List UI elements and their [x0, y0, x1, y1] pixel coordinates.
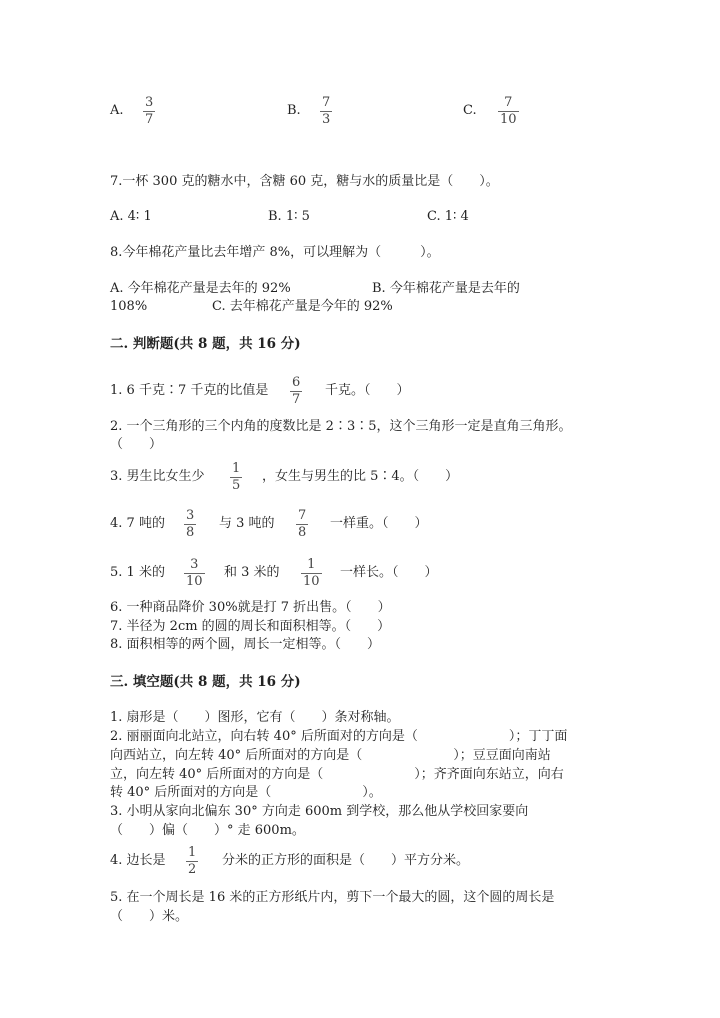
fill-1: 1. 扇形是（ ）图形，它有（ ）条对称轴。: [110, 710, 400, 725]
question-7-option-b: B. 1∶ 5: [268, 209, 310, 224]
numerator: 1: [188, 845, 197, 860]
numerator: 7: [504, 95, 513, 110]
fill-2-line-4: 转 40° 后所面对的方向是（ ）。: [110, 785, 382, 800]
judge-1-fraction: [290, 376, 302, 407]
numerator: 7: [322, 95, 331, 110]
judge-2-line-1: 2. 一个三角形的三个内角的度数比是 2∶3∶5，这个三角形一定是直角三角形。: [110, 419, 572, 434]
denominator: 8: [298, 525, 307, 540]
judge-4-mid: 与 3 吨的: [219, 516, 275, 531]
fill-5-line-1: 5. 在一个周长是 16 米的正方形纸片内，剪下一个最大的圆，这个圆的周长是: [110, 890, 555, 905]
option-c-fraction: [498, 96, 519, 127]
numerator: 6: [292, 375, 301, 390]
fill-3-line-1: 3. 小明从家向北偏东 30° 方向走 600m 到学校，那么他从学校回家要向: [110, 804, 529, 819]
question-8-option-a: A. 今年棉花产量是去年的 92%: [110, 281, 291, 296]
fill-4-pre: 4. 边长是: [110, 853, 166, 868]
question-8-stem: 8.今年棉花产量比去年增产 8%，可以理解为（ ）。: [110, 245, 440, 260]
judge-3-fraction: [230, 462, 242, 493]
judge-5-mid: 和 3 米的: [224, 565, 280, 580]
denominator: 7: [145, 112, 154, 127]
judge-3-post: ，女生与男生的比 5∶4。（ ）: [262, 469, 459, 484]
option-c-label: C.: [463, 103, 477, 118]
fill-2-line-2: 向西站立，向左转 40° 后所面对的方向是（ ）；豆豆面向南站: [110, 748, 551, 763]
fill-4-fraction: [186, 846, 198, 877]
judge-5-pre: 5. 1 米的: [110, 565, 165, 580]
judge-8: 8. 面积相等的两个圆，周长一定相等。（ ）: [110, 637, 381, 652]
denominator: 3: [322, 112, 331, 127]
denominator: 7: [292, 392, 301, 407]
fill-3-line-2: （ ）偏（ ）° 走 600m。: [110, 823, 305, 838]
numerator: 3: [145, 95, 154, 110]
judge-4-fraction-1: [184, 509, 196, 540]
judge-5-fraction-1: [184, 558, 205, 589]
judge-4-post: 一样重。（ ）: [330, 516, 428, 531]
denominator: 10: [500, 112, 517, 127]
option-a-fraction: [143, 96, 155, 127]
denominator: 5: [232, 478, 241, 493]
judge-5-fraction-2: [301, 558, 322, 589]
fill-5-line-2: （ ）米。: [110, 909, 189, 924]
judge-7: 7. 半径为 2cm 的圆的周长和面积相等。（ ）: [110, 619, 391, 634]
option-b-label: B.: [287, 103, 301, 118]
question-7-option-c: C. 1∶ 4: [427, 209, 469, 224]
fill-2-line-1: 2. 丽丽面向北站立，向右转 40° 后所面对的方向是（ ）；丁丁面: [110, 729, 568, 744]
judge-5-post: 一样长。（ ）: [340, 565, 438, 580]
numerator: 1: [307, 557, 316, 572]
fill-2-line-3: 立，向左转 40° 后所面对的方向是（ ）；齐齐面向东站立，向右: [110, 767, 564, 782]
question-8-option-b: B. 今年棉花产量是去年的: [372, 281, 520, 296]
section-2-title: 二. 判断题(共 8 题，共 16 分): [110, 336, 301, 352]
question-7-stem: 7.一杯 300 克的糖水中，含糖 60 克，糖与水的质量比是（ ）。: [110, 174, 499, 189]
question-8-option-b-continued: 108%: [110, 299, 148, 314]
fill-4-post: 分米的正方形的面积是（ ）平方分米。: [222, 853, 470, 868]
question-7-option-a: A. 4∶ 1: [110, 209, 152, 224]
option-b-fraction: [320, 96, 332, 127]
judge-1-post: 千克。（ ）: [325, 383, 410, 398]
judge-2-line-2: （ ）: [110, 437, 163, 452]
numerator: 1: [232, 461, 241, 476]
judge-3-pre: 3. 男生比女生少: [110, 469, 205, 484]
numerator: 7: [298, 508, 307, 523]
judge-4-pre: 4. 7 吨的: [110, 516, 165, 531]
numerator: 3: [190, 557, 199, 572]
judge-6: 6. 一种商品降价 30%就是打 7 折出售。（ ）: [110, 600, 391, 615]
denominator: 2: [188, 862, 197, 877]
section-3-title: 三. 填空题(共 8 题，共 16 分): [110, 674, 301, 690]
judge-4-fraction-2: [296, 509, 308, 540]
option-a-label: A.: [110, 103, 124, 118]
denominator: 8: [186, 525, 195, 540]
question-8-option-c: C. 去年棉花产量是今年的 92%: [212, 299, 393, 314]
numerator: 3: [186, 508, 195, 523]
denominator: 10: [186, 574, 203, 589]
judge-1-pre: 1. 6 千克∶7 千克的比值是: [110, 383, 269, 398]
denominator: 10: [303, 574, 320, 589]
